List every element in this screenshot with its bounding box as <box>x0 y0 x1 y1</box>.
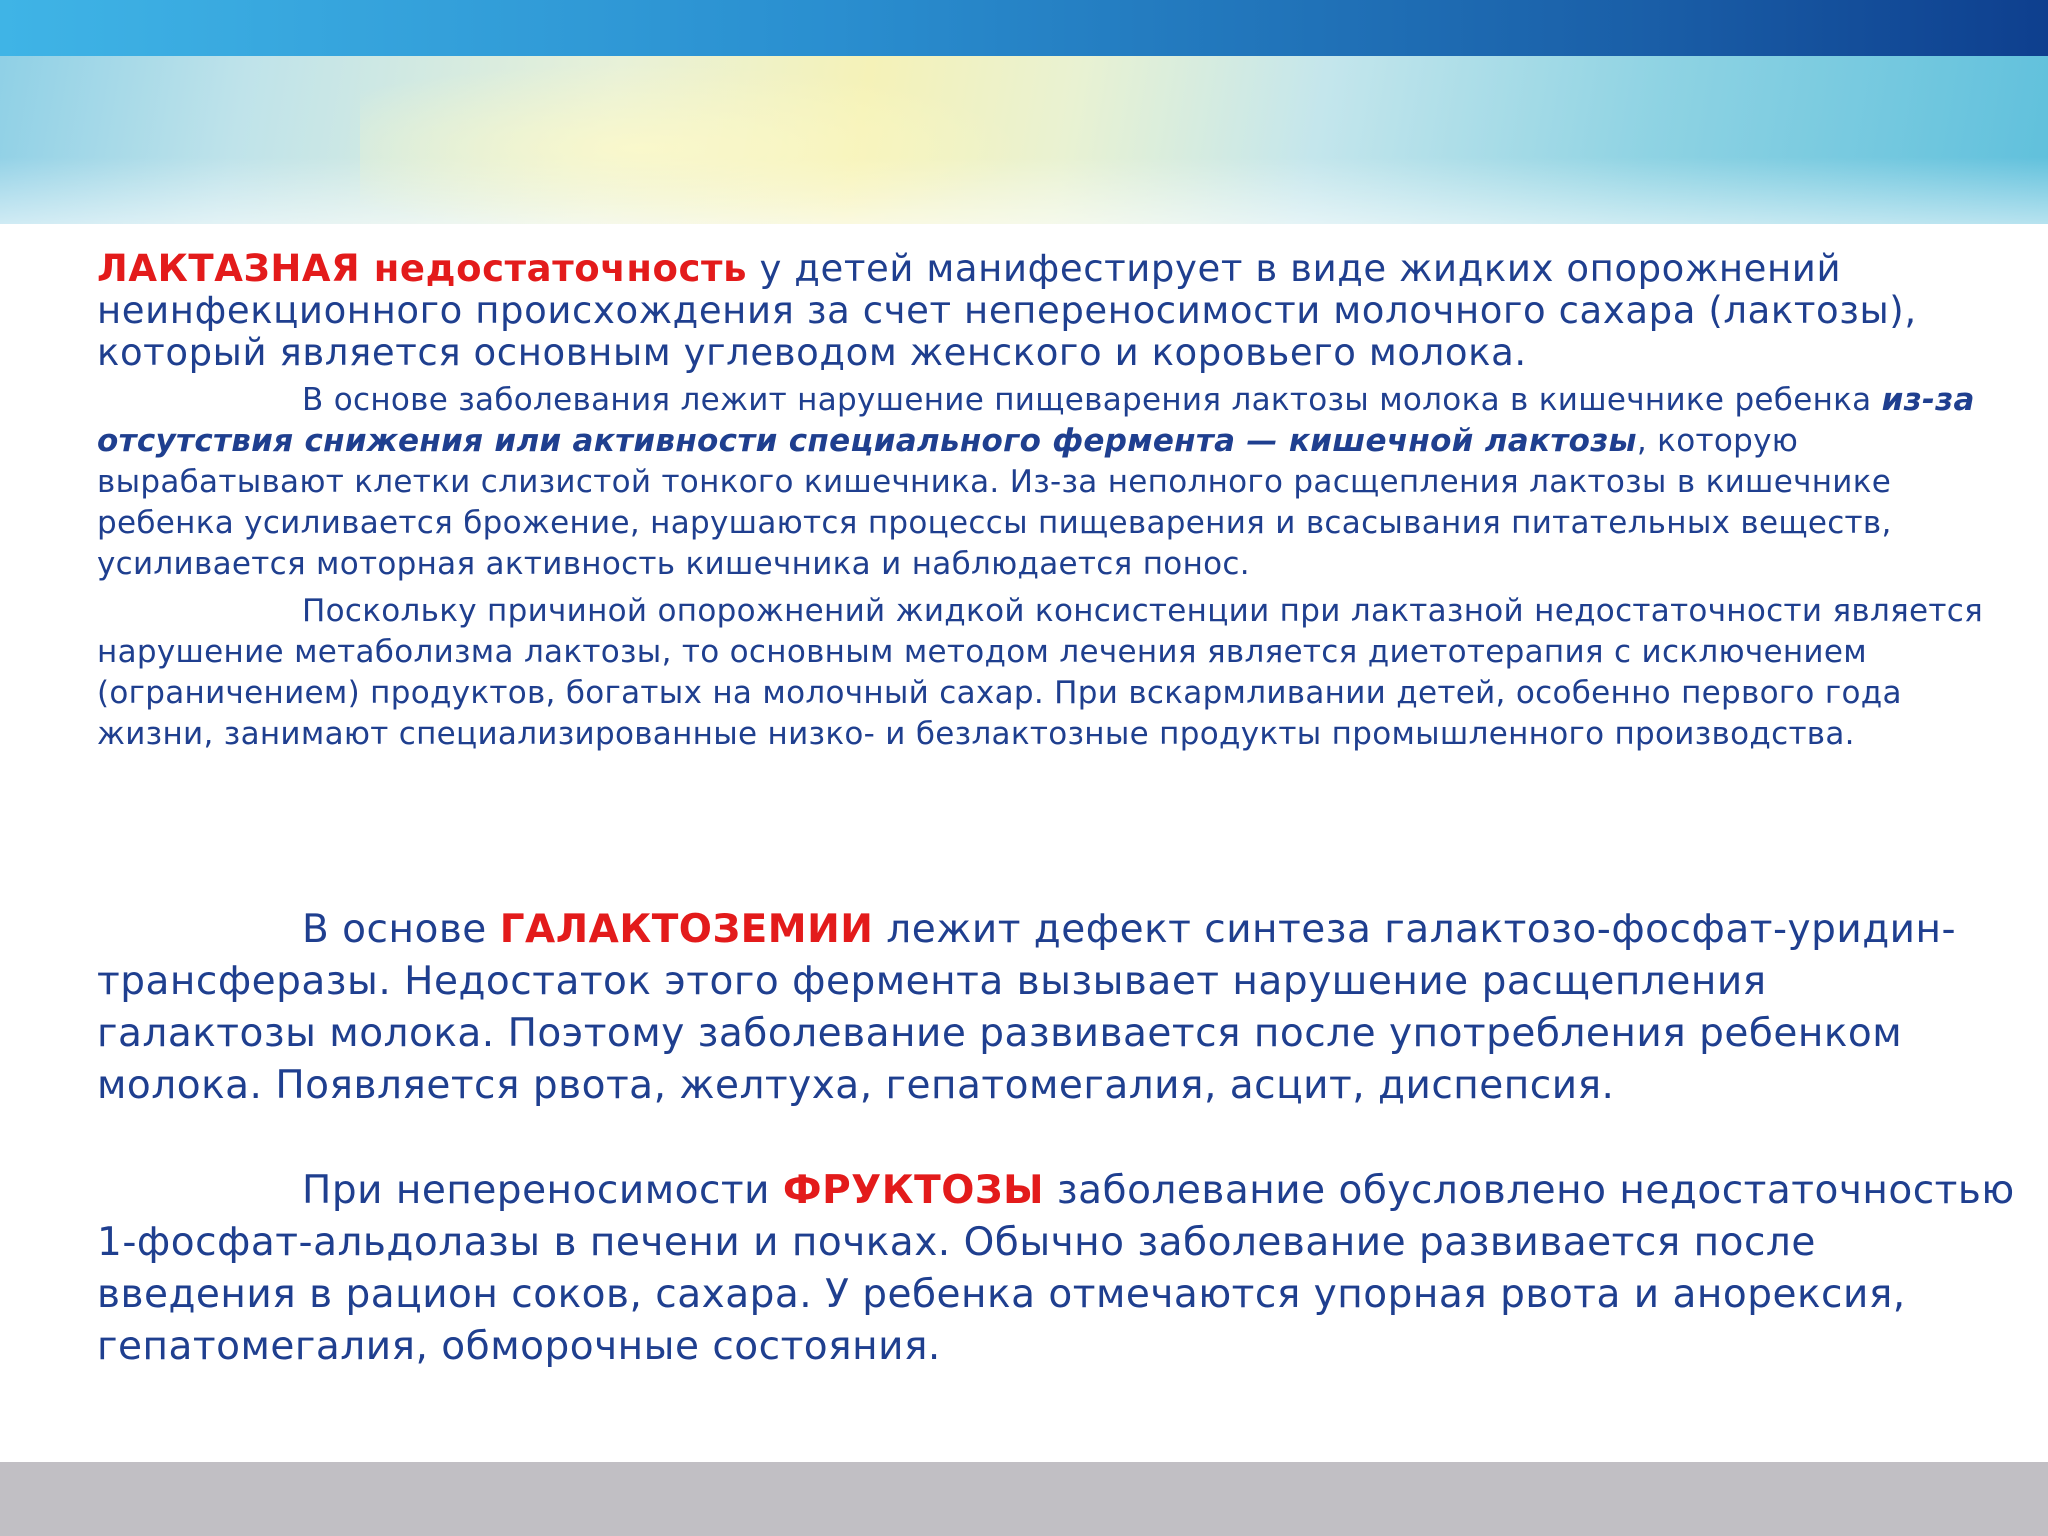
lactase-treatment-paragraph <box>97 591 1997 755</box>
fructose-start: При непереносимости <box>302 1168 783 1213</box>
lactase-heading: ЛАКТАЗНАЯ недостаточность <box>97 247 748 290</box>
galactosemia-start: В основе <box>302 907 500 952</box>
footer-bar <box>0 1462 2048 1536</box>
lactase-treatment-text: Поскольку причиной опорожнений жидкой консистенции при лактазной недостаточности является нарушение метаболизма лактозы, то основным методом лечения является диетотерапия с исключением (ограничением) продуктов, богатых на молочный сахар. При вскармливании детей, особенно первого года жизни, занимают специализированные низко- и безлактозные продукты промышленного производства. <box>97 593 1984 752</box>
galactosemia-paragraph <box>97 904 1997 1112</box>
fructose-paragraph <box>97 1165 2017 1373</box>
lactase-cause-emphasis: из-за отсутствия снижения или активности специального фермента — кишечной лактозы <box>97 382 1975 459</box>
header-banner-glow <box>360 56 1060 224</box>
galactosemia-heading: ГАЛАКТОЗЕМИИ <box>499 907 874 952</box>
lactase-lead-paragraph <box>97 248 1997 374</box>
galactosemia-text: лежит дефект синтеза галактозо-фосфат-уридин-трансферазы. Недостаток этого фермента вызывает нарушение расщепления галактозы молока. Поэтому заболевание развивается после употребления ребенком молока. Появляется рвота, желтуха, гепатомегалия, асцит, диспепсия. <box>97 907 1957 1108</box>
fructose-heading: ФРУКТОЗЫ <box>782 1168 1044 1213</box>
lactase-cause-rest: , которую вырабатывают клетки слизистой тонкого кишечника. Из-за неполного расщепления лактозы в кишечнике ребенка усиливается брожение, нарушаются процессы пищеварения и всасывания питательных веществ, усиливается моторная активность кишечника и наблюдается понос. <box>97 423 1892 582</box>
lactase-section <box>97 248 1997 755</box>
lactase-cause-paragraph <box>97 380 1997 585</box>
fructose-text: заболевание обусловлено недостаточностью 1-фосфат-альдолазы в печени и почках. Обычно заболевание развивается после введения в рацион соков, сахара. У ребенка отмечаются упорная рвота и анорексия, гепатомегалия, обморочные состояния. <box>97 1168 2015 1369</box>
lactase-lead-text: у детей манифестирует в виде жидких опорожнений неинфекционного происхождения за счет непереносимости молочного сахара (лактозы), который является основным углеводом женского и коровьего молока. <box>97 247 1917 374</box>
lactase-cause-start: В основе заболевания лежит нарушение пищеварения лактозы молока в кишечнике ребенка <box>302 382 1882 418</box>
header-top-strip <box>0 0 2048 56</box>
